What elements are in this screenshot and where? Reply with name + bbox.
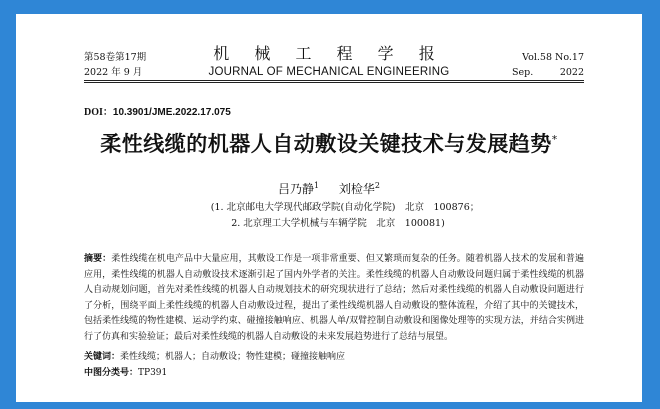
- year-en: 2022: [559, 67, 584, 78]
- author-list: [16, 180, 642, 197]
- date-cn: 2022 年 9 月: [84, 67, 143, 78]
- keywords-text: 柔性线缆；机器人；自动敷设；物性建模；碰撞接触响应: [120, 352, 346, 362]
- volume-issue-en: Vol.58 No.17: [522, 52, 584, 63]
- classification-number: [84, 366, 167, 381]
- author: 吕乃静$^1$: [277, 181, 320, 196]
- month-en: Sep.: [512, 67, 534, 78]
- doi-label: DOI：: [84, 107, 113, 118]
- paper-page: [16, 14, 642, 402]
- paper-title: [16, 128, 642, 158]
- classification-label: 中图分类号：: [84, 368, 139, 378]
- abstract: [84, 252, 584, 345]
- doi-value: 10.3901/JME.2022.17.075: [112, 107, 231, 118]
- paper-title-text: 柔性线缆的机器人自动敷设关键技术与发展趋势: [100, 132, 552, 156]
- abstract-label: 摘要：: [84, 254, 112, 264]
- classification-value: TP391: [138, 368, 168, 378]
- header-rule-bottom: [84, 82, 584, 83]
- volume-issue-cn: 第58卷第17期: [84, 52, 147, 63]
- header-right: [512, 50, 584, 80]
- affiliations: [16, 200, 642, 232]
- title-footnote-mark: *: [551, 133, 558, 146]
- journal-title-cn: 机 械 工 程 学 报: [213, 44, 445, 63]
- author: 刘检华$^2$: [338, 181, 381, 196]
- journal-title-en: JOURNAL OF MECHANICAL ENGINEERING: [208, 66, 450, 78]
- keywords-label: 关键词：: [84, 352, 121, 362]
- affiliation-line: (1. 北京邮电大学现代邮政学院(自动化学院) 北京 100876；: [210, 202, 480, 213]
- abstract-text: 柔性线缆在机电产品中大量应用，其敷设工作是一项非常重要、但又繁琐而复杂的任务。随着机器人技术的发展和普遍应用，柔性线缆的机器人自动敷设技术逐渐引起了国内外学者的关注。柔性线缆的机器人自动敷设问题归属于柔性线缆的机器人自动规划问题，首先对柔性线缆的机器人自动规划技术的研究现状进行了总结；然后对柔性线缆的机器人自动敷设问题进行了分析，围绕平面上柔性线缆的机器人自动敷设过程，提出了柔性线缆机器人自动敷设的整体流程，介绍了其中的关键技术，包括柔性线缆的物性建模、运动学约束、碰撞接触响应、机器人单/双臂控制自动敷设和图像处理等的实现方法，并结合实例进行了仿真和实验验证；最后对柔性线缆的机器人自动敷设的未来发展趋势进行了总结与展望。: [84, 254, 584, 342]
- header-rule-top: [84, 80, 584, 81]
- keywords: [84, 350, 345, 365]
- affiliation-line: 2. 北京理工大学机械与车辆学院 北京 100081): [231, 218, 445, 229]
- doi: [84, 103, 231, 118]
